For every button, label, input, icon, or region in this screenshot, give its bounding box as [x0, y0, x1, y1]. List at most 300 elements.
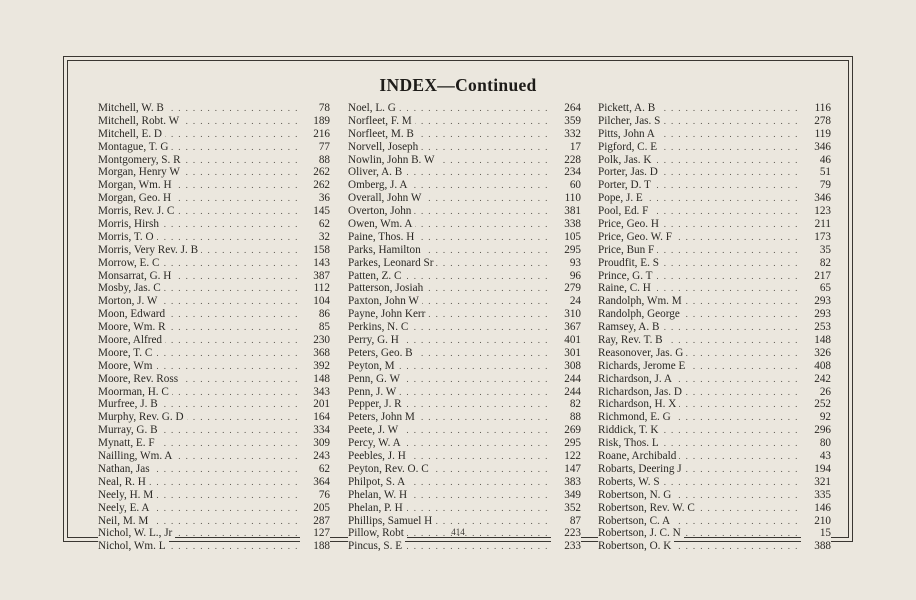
entry-name: Pickett, A. B — [598, 102, 658, 114]
entry-page: 228 — [551, 154, 581, 167]
entry-name: Proudfit, E. S — [598, 257, 662, 269]
entry-page: 112 — [300, 282, 330, 295]
entry-page: 332 — [551, 128, 581, 141]
entry-name: Robertson, C. A — [598, 515, 673, 527]
entry-page: 87 — [551, 515, 581, 528]
entry-page: 35 — [801, 244, 831, 257]
entry-page: 233 — [551, 540, 581, 553]
index-entry — [598, 321, 831, 334]
index-entry — [98, 231, 330, 244]
entry-page: 51 — [801, 166, 831, 179]
entry-name: Patterson, Josiah — [348, 282, 426, 294]
entry-name: Morgan, Wm. H — [98, 179, 175, 191]
index-entry — [98, 295, 330, 308]
index-entry — [598, 282, 831, 295]
index-entry — [98, 527, 330, 540]
index-entry — [98, 347, 330, 360]
entry-name: Peters, John M — [348, 411, 418, 423]
entry-page: 116 — [801, 102, 831, 115]
entry-name: Moorman, H. C — [98, 386, 172, 398]
entry-page: 295 — [551, 437, 581, 450]
entry-page: 287 — [300, 515, 330, 528]
index-entry — [598, 257, 831, 270]
index-entry — [598, 398, 831, 411]
entry-name: Nailling, Wm. A — [98, 450, 175, 462]
entry-name: Patten, Z. C — [348, 270, 404, 282]
entry-page: 230 — [300, 334, 330, 347]
entry-page: 122 — [551, 450, 581, 463]
index-entry — [98, 154, 330, 167]
entry-name: Peters, Geo. B — [348, 347, 416, 359]
index-entry — [348, 489, 581, 502]
entry-page: 86 — [300, 308, 330, 321]
entry-name: Murray, G. B — [98, 424, 161, 436]
index-entry — [98, 502, 330, 515]
index-entry — [348, 386, 581, 399]
entry-page: 143 — [300, 257, 330, 270]
index-entry — [598, 270, 831, 283]
entry-name: Mitchell, E. D — [98, 128, 165, 140]
entry-name: Polk, Jas. K — [598, 154, 654, 166]
index-entry — [348, 128, 581, 141]
index-entry — [598, 205, 831, 218]
entry-page: 308 — [551, 360, 581, 373]
index-entry — [98, 282, 330, 295]
index-entry — [598, 463, 831, 476]
entry-page: 401 — [551, 334, 581, 347]
entry-name: Price, Geo. W. F — [598, 231, 675, 243]
entry-page: 24 — [551, 295, 581, 308]
entry-page: 387 — [300, 270, 330, 283]
entry-page: 79 — [801, 179, 831, 192]
index-entry — [98, 270, 330, 283]
index-entry — [98, 141, 330, 154]
entry-name: Phelan, P. H — [348, 502, 406, 514]
entry-name: Phillips, Samuel H — [348, 515, 435, 527]
entry-name: Perkins, N. C — [348, 321, 411, 333]
entry-name: Moore, Wm — [98, 360, 155, 372]
entry-page: 148 — [801, 334, 831, 347]
entry-name: Pope, J. E — [598, 192, 646, 204]
entry-name: Owen, Wm. A — [348, 218, 415, 230]
index-entry — [598, 527, 831, 540]
entry-name: Pilcher, Jas. S — [598, 115, 663, 127]
entry-page: 65 — [801, 282, 831, 295]
entry-name: Penn, J. W — [348, 386, 399, 398]
entry-page: 383 — [551, 476, 581, 489]
entry-name: Robarts, Deering J — [598, 463, 685, 475]
index-entry — [98, 334, 330, 347]
entry-page: 82 — [801, 257, 831, 270]
index-entry — [348, 257, 581, 270]
entry-page: 32 — [300, 231, 330, 244]
entry-name: Neely, E. A — [98, 502, 152, 514]
entry-name: Parkes, Leonard Sr — [348, 257, 436, 269]
entry-name: Nichol, Wm. L — [98, 540, 169, 552]
entry-name: Randolph, Wm. M — [598, 295, 685, 307]
index-entry — [348, 463, 581, 476]
entry-page: 76 — [300, 489, 330, 502]
entry-page: 88 — [551, 411, 581, 424]
entry-page: 110 — [551, 192, 581, 205]
index-entry — [598, 489, 831, 502]
index-entry — [348, 192, 581, 205]
entry-page: 145 — [300, 205, 330, 218]
entry-page: 43 — [801, 450, 831, 463]
entry-name: Morton, J. W — [98, 295, 160, 307]
index-entry — [348, 244, 581, 257]
entry-name: Riddick, T. K — [598, 424, 662, 436]
index-entry — [98, 179, 330, 192]
entry-name: Ray, Rev. T. B — [598, 334, 666, 346]
entry-page: 359 — [551, 115, 581, 128]
entry-name: Mynatt, E. F — [98, 437, 158, 449]
entry-name: Morrow, E. C — [98, 257, 162, 269]
entry-name: Percy, W. A — [348, 437, 404, 449]
index-entry — [348, 347, 581, 360]
entry-page: 252 — [801, 398, 831, 411]
entry-page: 217 — [801, 270, 831, 283]
entry-name: Price, Geo. H — [598, 218, 662, 230]
index-entry — [98, 308, 330, 321]
index-entry — [98, 398, 330, 411]
index-entry — [598, 218, 831, 231]
index-entry — [348, 166, 581, 179]
entry-name: Neely, H. M — [98, 489, 156, 501]
entry-page: 62 — [300, 218, 330, 231]
entry-name: Nathan, Jas — [98, 463, 153, 475]
entry-page: 301 — [551, 347, 581, 360]
entry-page: 62 — [300, 463, 330, 476]
entry-page: 309 — [300, 437, 330, 450]
index-entry — [348, 270, 581, 283]
entry-name: Paine, Thos. H — [348, 231, 417, 243]
entry-name: Richardson, Jas. D — [598, 386, 685, 398]
entry-page: 244 — [551, 373, 581, 386]
index-entry — [348, 398, 581, 411]
index-entry — [598, 308, 831, 321]
entry-name: Richards, Jerome E — [598, 360, 688, 372]
entry-page: 334 — [300, 424, 330, 437]
index-entry — [348, 476, 581, 489]
index-entry — [598, 476, 831, 489]
entry-page: 147 — [551, 463, 581, 476]
index-entry — [98, 218, 330, 231]
index-entry — [598, 450, 831, 463]
entry-name: Penn, G. W — [348, 373, 403, 385]
index-entry — [98, 115, 330, 128]
entry-page: 262 — [300, 179, 330, 192]
entry-name: Moore, Wm. R — [98, 321, 169, 333]
entry-name: Overton, John — [348, 205, 414, 217]
entry-page: 127 — [300, 527, 330, 540]
index-entry — [98, 515, 330, 528]
entry-page: 388 — [801, 540, 831, 553]
entry-name: Noel, L. G — [348, 102, 399, 114]
entry-name: Peebles, J. H — [348, 450, 409, 462]
index-entry — [348, 231, 581, 244]
entry-page: 293 — [801, 308, 831, 321]
index-entry — [348, 373, 581, 386]
entry-page: 15 — [801, 527, 831, 540]
entry-page: 92 — [801, 411, 831, 424]
index-entry — [598, 437, 831, 450]
entry-name: Monsarrat, G. H — [98, 270, 174, 282]
entry-page: 367 — [551, 321, 581, 334]
entry-page: 243 — [300, 450, 330, 463]
index-entry — [598, 502, 831, 515]
index-entry — [98, 450, 330, 463]
entry-name: Pitts, John A — [598, 128, 658, 140]
entry-page: 364 — [300, 476, 330, 489]
entry-page: 158 — [300, 244, 330, 257]
index-entry — [598, 102, 831, 115]
entry-name: Price, Bun F — [598, 244, 657, 256]
index-entry — [98, 321, 330, 334]
entry-name: Peyton, Rev. O. C — [348, 463, 432, 475]
index-entry — [348, 334, 581, 347]
entry-name: Mitchell, W. B — [98, 102, 167, 114]
entry-name: Peyton, M — [348, 360, 398, 372]
page-number: 414 — [451, 527, 465, 537]
entry-name: Randolph, George — [598, 308, 683, 320]
entry-name: Norvell, Joseph — [348, 141, 421, 153]
index-entry — [348, 540, 581, 553]
entry-page: 338 — [551, 218, 581, 231]
index-entry — [348, 282, 581, 295]
entry-page: 123 — [801, 205, 831, 218]
entry-page: 253 — [801, 321, 831, 334]
index-entry — [98, 244, 330, 257]
entry-page: 310 — [551, 308, 581, 321]
entry-name: Prince, G. T — [598, 270, 655, 282]
index-entry — [98, 192, 330, 205]
entry-page: 242 — [801, 373, 831, 386]
index-entry — [98, 373, 330, 386]
entry-page: 26 — [801, 386, 831, 399]
index-entry — [348, 360, 581, 373]
entry-name: Philpot, S. A — [348, 476, 408, 488]
entry-name: Mosby, Jas. C — [98, 282, 164, 294]
entry-name: Morgan, Geo. H — [98, 192, 174, 204]
index-column-3 — [598, 102, 831, 553]
entry-name: Pillow, Robt — [348, 527, 407, 539]
entry-page: 343 — [300, 386, 330, 399]
index-entry — [98, 386, 330, 399]
entry-name: Roane, Archibald — [598, 450, 679, 462]
entry-name: Pepper, J. R — [348, 398, 405, 410]
index-entry — [598, 115, 831, 128]
entry-page: 36 — [300, 192, 330, 205]
index-column-2 — [348, 102, 581, 553]
entry-name: Moore, Alfred — [98, 334, 165, 346]
entry-page: 17 — [551, 141, 581, 154]
entry-page: 269 — [551, 424, 581, 437]
entry-name: Neal, R. H — [98, 476, 149, 488]
entry-name: Robertson, J. C. N — [598, 527, 684, 539]
entry-page: 321 — [801, 476, 831, 489]
entry-page: 148 — [300, 373, 330, 386]
entry-name: Murfree, J. B — [98, 398, 161, 410]
index-entry — [348, 527, 581, 540]
index-entry — [598, 141, 831, 154]
entry-page: 82 — [551, 398, 581, 411]
entry-name: Phelan, W. H — [348, 489, 410, 501]
entry-name: Porter, D. T — [598, 179, 654, 191]
entry-page: 93 — [551, 257, 581, 270]
entry-page: 189 — [300, 115, 330, 128]
entry-page: 205 — [300, 502, 330, 515]
page-title: INDEX—Continued — [379, 75, 537, 95]
index-entry — [348, 321, 581, 334]
index-entry — [98, 411, 330, 424]
entry-page: 194 — [801, 463, 831, 476]
index-entry — [98, 205, 330, 218]
entry-name: Moon, Edward — [98, 308, 168, 320]
entry-page: 352 — [551, 502, 581, 515]
index-entry — [598, 540, 831, 553]
entry-name: Morris, Hirsh — [98, 218, 162, 230]
index-entry — [348, 308, 581, 321]
entry-page: 279 — [551, 282, 581, 295]
index-entry — [98, 128, 330, 141]
entry-page: 349 — [551, 489, 581, 502]
index-entry — [348, 102, 581, 115]
entry-name: Morgan, Henry W — [98, 166, 183, 178]
entry-name: Nichol, W. L., Jr — [98, 527, 175, 539]
entry-name: Nowlin, John B. W — [348, 154, 438, 166]
entry-page: 346 — [801, 192, 831, 205]
index-entry — [98, 102, 330, 115]
entry-name: Richardson, H. X — [598, 398, 679, 410]
entry-page: 296 — [801, 424, 831, 437]
index-entry — [348, 515, 581, 528]
index-entry — [348, 115, 581, 128]
entry-page: 96 — [551, 270, 581, 283]
index-entry — [348, 141, 581, 154]
entry-page: 326 — [801, 347, 831, 360]
entry-page: 60 — [551, 179, 581, 192]
entry-page: 408 — [801, 360, 831, 373]
index-entry — [348, 205, 581, 218]
entry-page: 216 — [300, 128, 330, 141]
index-entry — [98, 424, 330, 437]
entry-page: 381 — [551, 205, 581, 218]
entry-name: Ramsey, A. B — [598, 321, 662, 333]
entry-page: 88 — [300, 154, 330, 167]
entry-name: Morris, T. O — [98, 231, 157, 243]
index-entry — [598, 386, 831, 399]
entry-name: Oliver, A. B — [348, 166, 405, 178]
entry-name: Raine, C. H — [598, 282, 654, 294]
entry-page: 105 — [551, 231, 581, 244]
entry-name: Omberg, J. A — [348, 179, 410, 191]
entry-page: 85 — [300, 321, 330, 334]
entry-page: 173 — [801, 231, 831, 244]
index-entry — [598, 128, 831, 141]
entry-page: 223 — [551, 527, 581, 540]
entry-page: 368 — [300, 347, 330, 360]
entry-page: 146 — [801, 502, 831, 515]
entry-name: Morris, Very Rev. J. B — [98, 244, 201, 256]
entry-page: 119 — [801, 128, 831, 141]
index-entry — [348, 437, 581, 450]
index-entry — [598, 334, 831, 347]
entry-page: 80 — [801, 437, 831, 450]
entry-name: Richardson, J. A — [598, 373, 675, 385]
entry-page: 295 — [551, 244, 581, 257]
entry-name: Mitchell, Robt. W — [98, 115, 182, 127]
entry-name: Norfleet, F. M — [348, 115, 415, 127]
entry-name: Perry, G. H — [348, 334, 402, 346]
index-entry — [598, 360, 831, 373]
entry-name: Pool, Ed. F — [598, 205, 651, 217]
entry-name: Moore, T. C — [98, 347, 155, 359]
entry-name: Moore, Rev. Ross — [98, 373, 181, 385]
entry-page: 234 — [551, 166, 581, 179]
entry-page: 78 — [300, 102, 330, 115]
index-entry — [348, 218, 581, 231]
index-entry — [98, 360, 330, 373]
index-entry — [598, 192, 831, 205]
index-entry — [98, 476, 330, 489]
index-entry — [348, 154, 581, 167]
entry-page: 188 — [300, 540, 330, 553]
entry-page: 278 — [801, 115, 831, 128]
entry-page: 293 — [801, 295, 831, 308]
index-entry — [598, 373, 831, 386]
index-entry — [598, 231, 831, 244]
entry-page: 201 — [300, 398, 330, 411]
index-column-1 — [98, 102, 330, 553]
entry-name: Payne, John Kerr — [348, 308, 428, 320]
entry-page: 104 — [300, 295, 330, 308]
entry-name: Reasonover, Jas. G — [598, 347, 686, 359]
entry-page: 264 — [551, 102, 581, 115]
entry-page: 392 — [300, 360, 330, 373]
index-entry — [598, 166, 831, 179]
index-entry — [98, 540, 330, 553]
index-entry — [598, 515, 831, 528]
index-entry — [98, 463, 330, 476]
entry-page: 244 — [551, 386, 581, 399]
index-entry — [598, 244, 831, 257]
entry-page: 335 — [801, 489, 831, 502]
entry-page: 46 — [801, 154, 831, 167]
index-entry — [598, 154, 831, 167]
index-entry — [598, 347, 831, 360]
index-entry — [598, 424, 831, 437]
entry-name: Roberts, W. S — [598, 476, 663, 488]
index-entry — [98, 166, 330, 179]
entry-page: 77 — [300, 141, 330, 154]
entry-name: Overall, John W — [348, 192, 424, 204]
index-entry — [348, 411, 581, 424]
index-entry — [98, 437, 330, 450]
index-entry — [98, 257, 330, 270]
entry-page: 262 — [300, 166, 330, 179]
entry-name: Pigford, C. E — [598, 141, 660, 153]
entry-name: Montgomery, S. R — [98, 154, 184, 166]
entry-name: Paxton, John W — [348, 295, 422, 307]
entry-name: Robertson, O. K — [598, 540, 674, 552]
index-entry — [348, 424, 581, 437]
entry-name: Neil, M. M — [98, 515, 151, 527]
entry-name: Montague, T. G — [98, 141, 171, 153]
index-entry — [98, 489, 330, 502]
entry-page: 211 — [801, 218, 831, 231]
entry-name: Risk, Thos. L — [598, 437, 662, 449]
